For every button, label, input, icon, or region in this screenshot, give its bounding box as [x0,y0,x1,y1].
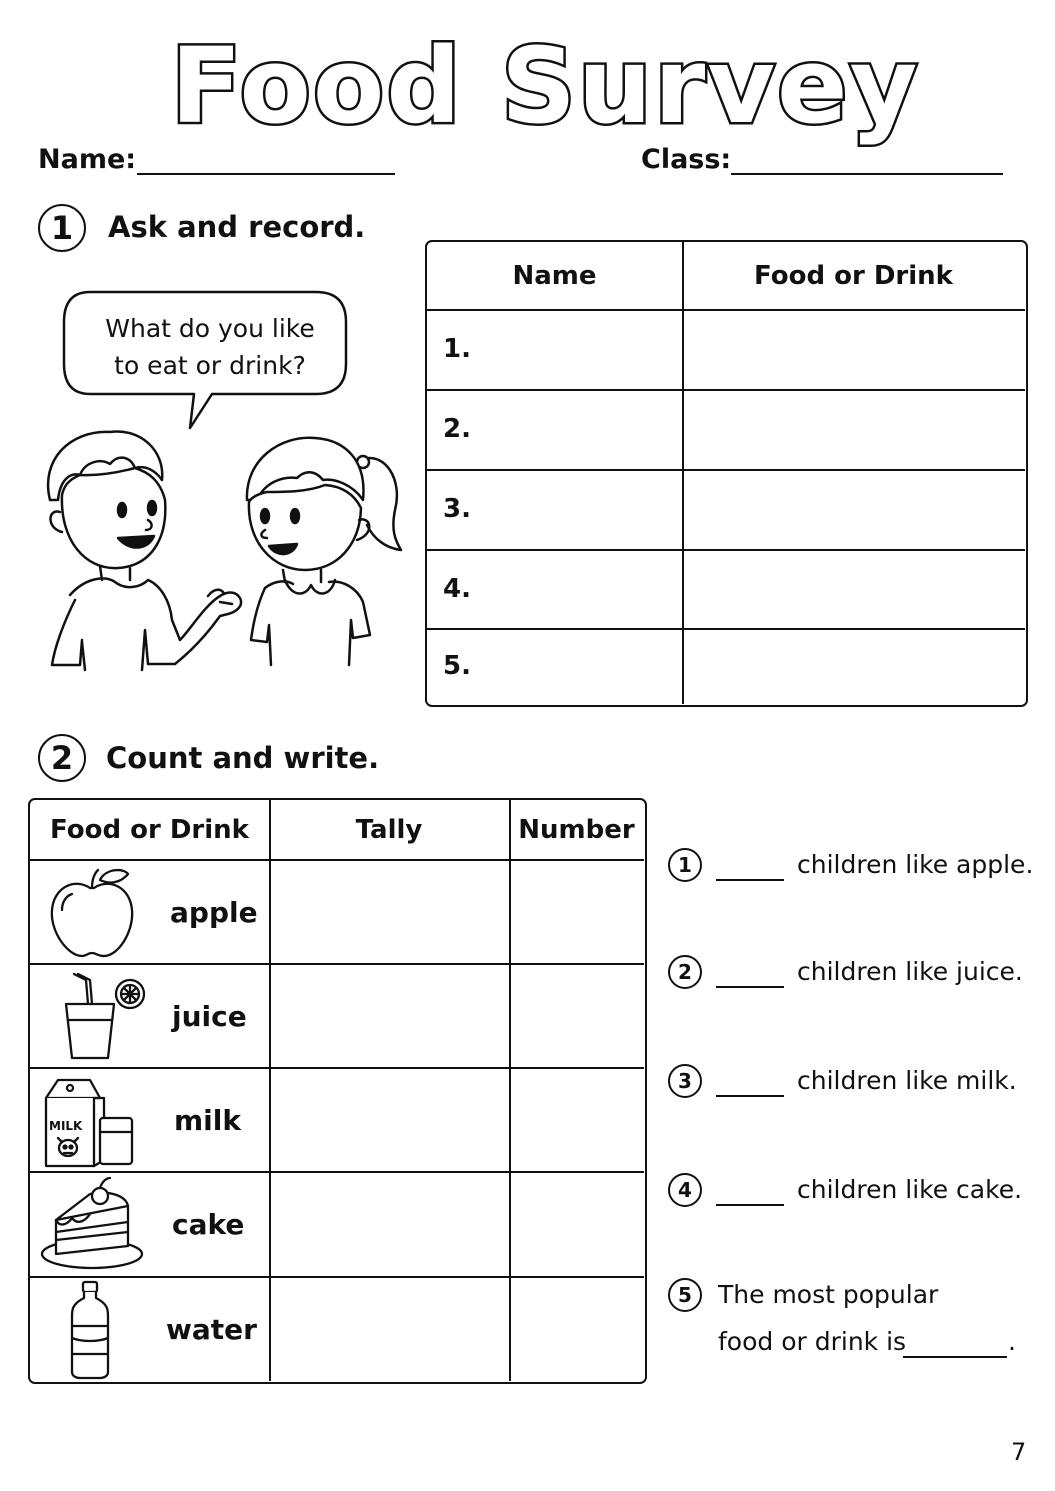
page-title [0,14,1055,147]
food-label-water: water [166,1313,257,1346]
answer-blank[interactable] [716,986,784,988]
row-number: 4. [443,574,471,604]
table-divider [427,469,1025,471]
survey-record-table [425,240,1028,707]
table-divider [30,1171,644,1173]
question-number: 4 [668,1173,702,1207]
answer-blank[interactable] [716,1095,784,1097]
question-number: 2 [668,955,702,989]
column-header-number: Number [518,815,635,845]
question-text: children like cake. [797,1175,1023,1204]
page-number: 7 [1011,1438,1027,1466]
tally-table [28,798,647,1384]
row-number: 3. [443,494,471,524]
juice-icon [48,970,158,1062]
water-bottle-icon [66,1280,116,1380]
question-text-line-1: The most popular [718,1280,939,1309]
column-header-food-or-drink: Food or Drink [754,260,953,291]
row-number: 2. [443,414,471,444]
section2-instruction: Count and write. [106,741,380,775]
question-number: 5 [668,1278,702,1312]
column-header-tally: Tally [355,815,423,845]
answer-blank[interactable] [903,1356,1007,1358]
boy-illustration [30,420,240,670]
table-divider [682,242,684,704]
question-period: . [1008,1327,1016,1356]
class-label: Class: [641,144,732,175]
name-input-line[interactable] [137,173,395,175]
apple-icon [48,866,138,958]
table-divider [269,800,271,1381]
question-text: children like apple. [797,850,1034,879]
section2-number-badge: 2 [38,734,86,782]
question-text: children like juice. [797,957,1023,986]
cake-icon [40,1176,150,1272]
bubble-line-2: to eat or drink? [114,351,306,380]
table-divider [30,1276,644,1278]
table-divider [427,628,1025,630]
page-title-text: Food Survey [170,25,920,147]
table-divider [427,309,1025,311]
food-label-milk: milk [174,1104,241,1137]
answer-blank[interactable] [716,879,784,881]
question-text-line-2: food or drink is [718,1327,907,1356]
milk-icon [42,1074,152,1168]
food-label-apple: apple [170,896,258,929]
column-header-name: Name [512,260,597,291]
table-divider [427,549,1025,551]
table-divider [30,963,644,965]
column-header-food-or-drink: Food or Drink [50,815,249,845]
table-divider [509,800,511,1381]
answer-blank[interactable] [716,1204,784,1206]
bubble-line-1: What do you like [105,314,315,343]
question-text: children like milk. [797,1066,1017,1095]
girl-illustration [235,430,410,670]
name-label: Name: [38,144,137,175]
food-label-cake: cake [172,1208,245,1241]
section1-number-badge: 1 [38,204,86,252]
row-number: 5. [443,651,471,681]
question-number: 1 [668,848,702,882]
section1-instruction: Ask and record. [108,210,366,244]
table-divider [427,389,1025,391]
class-input-line[interactable] [731,173,1003,175]
row-number: 1. [443,334,471,364]
table-divider [30,1067,644,1069]
milk-carton-text: MILK [49,1119,83,1133]
food-label-juice: juice [172,1000,247,1033]
question-number: 3 [668,1064,702,1098]
bubble-text [70,310,350,384]
